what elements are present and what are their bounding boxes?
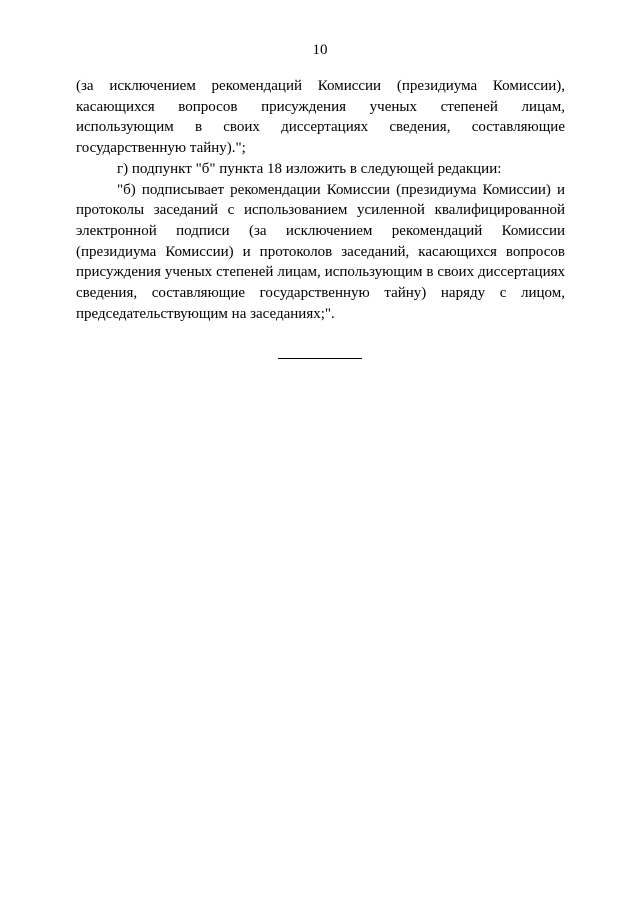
paragraph-subpoint-b-text: "б) подписывает рекомендации Комиссии (президиума Комиссии) и протоколы заседаний с использованием усиленной квалифицированной электронной подписи (за исключением рекомендаций Комиссии (президиума Комиссии) и протоколов заседаний, касающихся вопросов присуждения ученых степеней лицам, использующим в своих диссертациях сведения, составляющие государственную тайну) наряду с лицом, председательствующим на заседаниях;". [76, 181, 565, 322]
paragraph-subpoint-g: г) подпункт "б" пункта 18 изложить в следующей редакции: [117, 160, 502, 177]
page-number: 10 [312, 42, 328, 58]
paragraph-continuation: (за исключением рекомендаций Комиссии (президиума Комиссии), касающихся вопросов присуждения ученых степеней лицам, использующим в своих диссертациях сведения, составляющие государственную тайну)."; [76, 78, 565, 157]
document-body [76, 76, 565, 324]
end-of-text-divider [278, 358, 362, 359]
